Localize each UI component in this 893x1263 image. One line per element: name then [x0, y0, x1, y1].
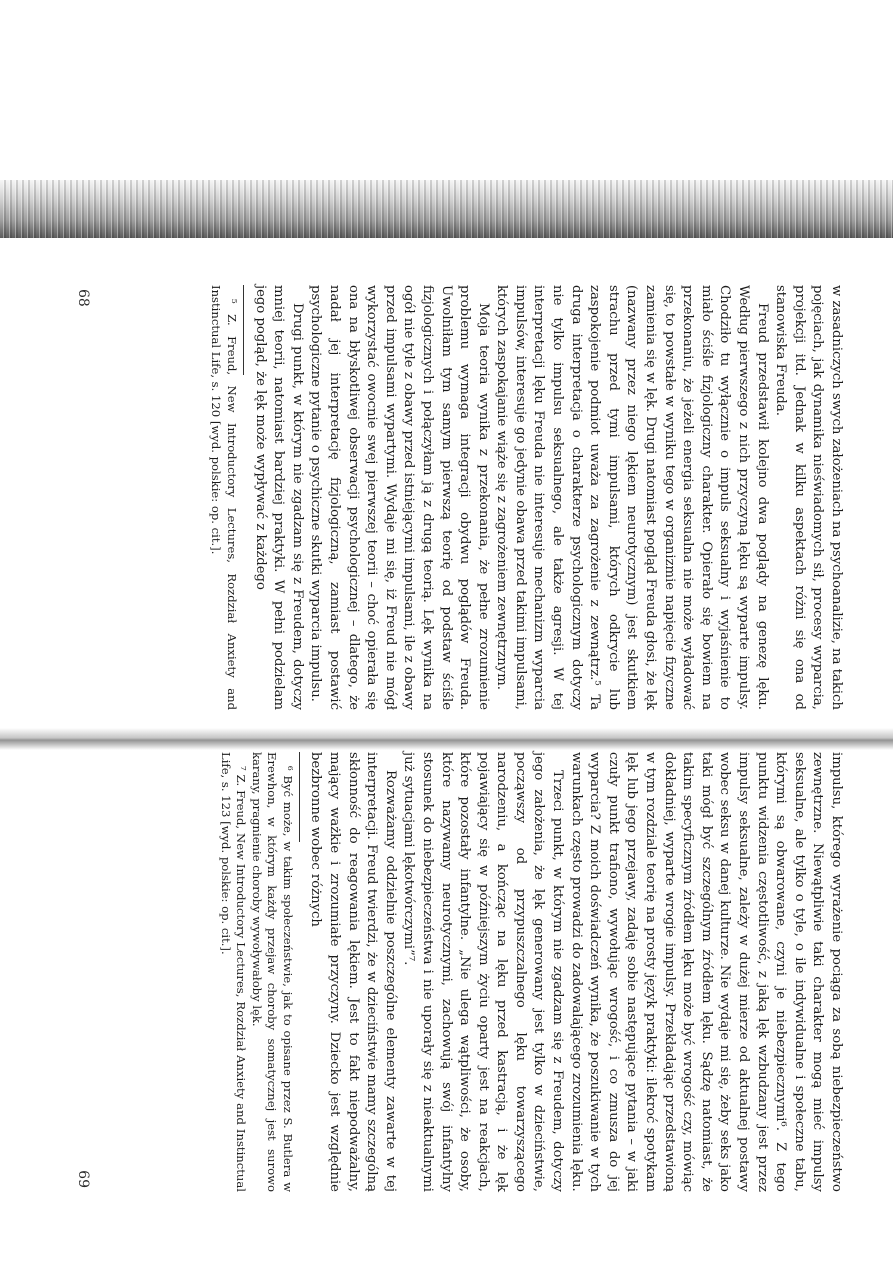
page-number: 69: [74, 1170, 91, 1188]
paragraph: Drugi punkt, w którym nie zgadzam się z Freudem, dotyczy mniej teorii, natomiast bardziej praktyki. W pełni podzielam jego pogląd, że lęk może wypływać z każdego: [252, 285, 305, 710]
page-number: 68: [74, 289, 91, 307]
paragraph: impulsu, którego wyrażenie pociąga za sobą niebezpieczeństwo zewnętrzne. Niewątpliwie taki charakter mogą mieć impulsy seksualne, ale tylko o tyle, o ile indywidualne i społeczne tabu, którymi są obwarowane, czyni je niebezpiecznymi⁶. Z tego punktu widzenia częstotliwość, z jaką lęk wzbudzany jest przez impulsy seksualne, zależy w dużej mierze od aktualnej postawy wobec seksu w danej kulturze. Nie wydaje mi się, żeby seks jako taki mógł być szczególnym źródłem lęku. Sądzę natomiast, że takim specyficznym źródłem lęku może być wrogość czy, mówiąc dokładniej, wyparte wrogie impulsy. Przekładając przedstawioną w tym rozdziale teorię na prosty język praktyki: ilekroć spotykam lęk lub jego przejawy, zadaję sobie następujące pytania – w jaki czuły punkt trafiono, wywołując wrogość, i co zmusza do jej wyparcia? Z moich doświadczeń wynika, że poszukiwanie w tych warunkach często prowadzi do zadowalającego zrozumienia lęku.: [568, 752, 844, 1192]
footnote: ⁵ Z. Freud, New Introductory Lectures, Rozdział Anxiety and Instinctual Life, s. 120 [wyd. polskie: op. cit.].: [209, 285, 239, 710]
page-68: [74, 285, 845, 710]
paragraph: Moja teoria wynika z przekonania, że pełne zrozumienie problemu wymaga integracji obydwu poglądów Freuda. Uwolniłam tym samym pierwszą teorię od podstaw ściśle fizjologicznych i połączyłam ją z drugą teorią. Lęk wynika na ogół nie tyle z obawy przed istniejącymi impulsami, ile z obawy przed impulsami wypartymi. Wydaje mi się, iż Freud nie mógł wykorzystać owocnie swej pierwszej teorii – choć opierała się ona na błyskotliwej obserwacji psychologicznej – dlatego, że nadał jej interpretację fizjologiczną, zamiast postawić psychologiczne pytanie o psychiczne skutki wyparcia impulsu.: [308, 285, 491, 710]
footnote-rule: [243, 285, 244, 375]
book-gutter: [0, 728, 893, 750]
footnote: ⁷ Z. Freud, New Introductory Lectures, Rozdział Anxiety and Instinctual Life, s. 123 [wyd. polskie: op. cit.].: [218, 752, 249, 1192]
paragraph: Trzeci punkt, w którym nie zgadzam się z Freudem, dotyczy jego założenia, że lęk generowany jest tylko w dzieciństwie, począwszy od przypuszczalnego lęku towarzyszącego narodzeniu, a kończąc na lęku przed kastracją, i że lęk pojawiający się w późniejszym życiu oparty jest na reakcjach, które pozostały infantylne. „Nie ulega wątpliwości, że osoby, które nazywamy neurotycznymi, zachowują swój infantylny stosunek do niebezpieczeństwa i nie uporały się z nieaktualnymi już sytuacjami lękotwórczymi”⁷.: [401, 752, 566, 1192]
paragraph: Rozważamy oddzielnie poszczególne elementy zawarte w tej interpretacji. Freud twierdzi, że w dzieciństwie mamy szczególną skłonność do reagowania lękiem. Jest to fakt niepodważalny, mający ważkie i zrozumiałe przyczyny. Dziecko jest względnie bezbronne wobec różnych: [308, 752, 398, 1192]
footnote-rule: [299, 752, 300, 842]
page-edge-shadow: [0, 180, 893, 238]
paragraph: w zasadniczych swych założeniach na psychoanalizie, na takich pojęciach, jak dynamika nieświadomych sił, procesy wyparcia, projekcji itd. Jednak w kilku aspektach różni się ona od stanowiska Freuda.: [773, 285, 844, 710]
page-69: [74, 752, 845, 1192]
footnote: ⁶ Być może, w takim społeczeństwie, jak to opisane przez S. Butlera w Erewhon, w którym każdy przejaw choroby somatycznej jest surowo karany, pragnienie choroby wywoływałoby lęk.: [249, 752, 295, 1192]
paragraph: Freud przedstawił kolejno dwa poglądy na genezę lęku. Według pierwszego z nich przyczyną lęku są wyparte impulsy. Chodziło tu wyłącznie o impuls seksualny i wyjaśnienie to miało ściśle fizjologiczny charakter. Opierało się bowiem na przekonaniu, że jeżeli energia seksualna nie może wyładować się, to powstałe w wyniku tego w organizmie napięcie fizyczne zamienia się w lęk. Drugi natomiast pogląd Freuda głosi, że lęk (nazwany przez niego lękiem neurotycznym) jest skutkiem strachu przed tymi impulsami, których odkrycie lub zaspokojenie podmiot uważa za zagrożenie z zewnątrz.⁵ Ta druga interpretacja o charakterze psychologicznym dotyczy nie tylko impulsu seksualnego, ale także agresji. W tej interpretacji lęku Freuda nie interesuje mechanizm wyparcia impulsów, interesuje go jedynie obawa przed takimi impulsami, których zaspokajanie wiąże się z zagrożeniem zewnętrznym.: [494, 285, 770, 710]
